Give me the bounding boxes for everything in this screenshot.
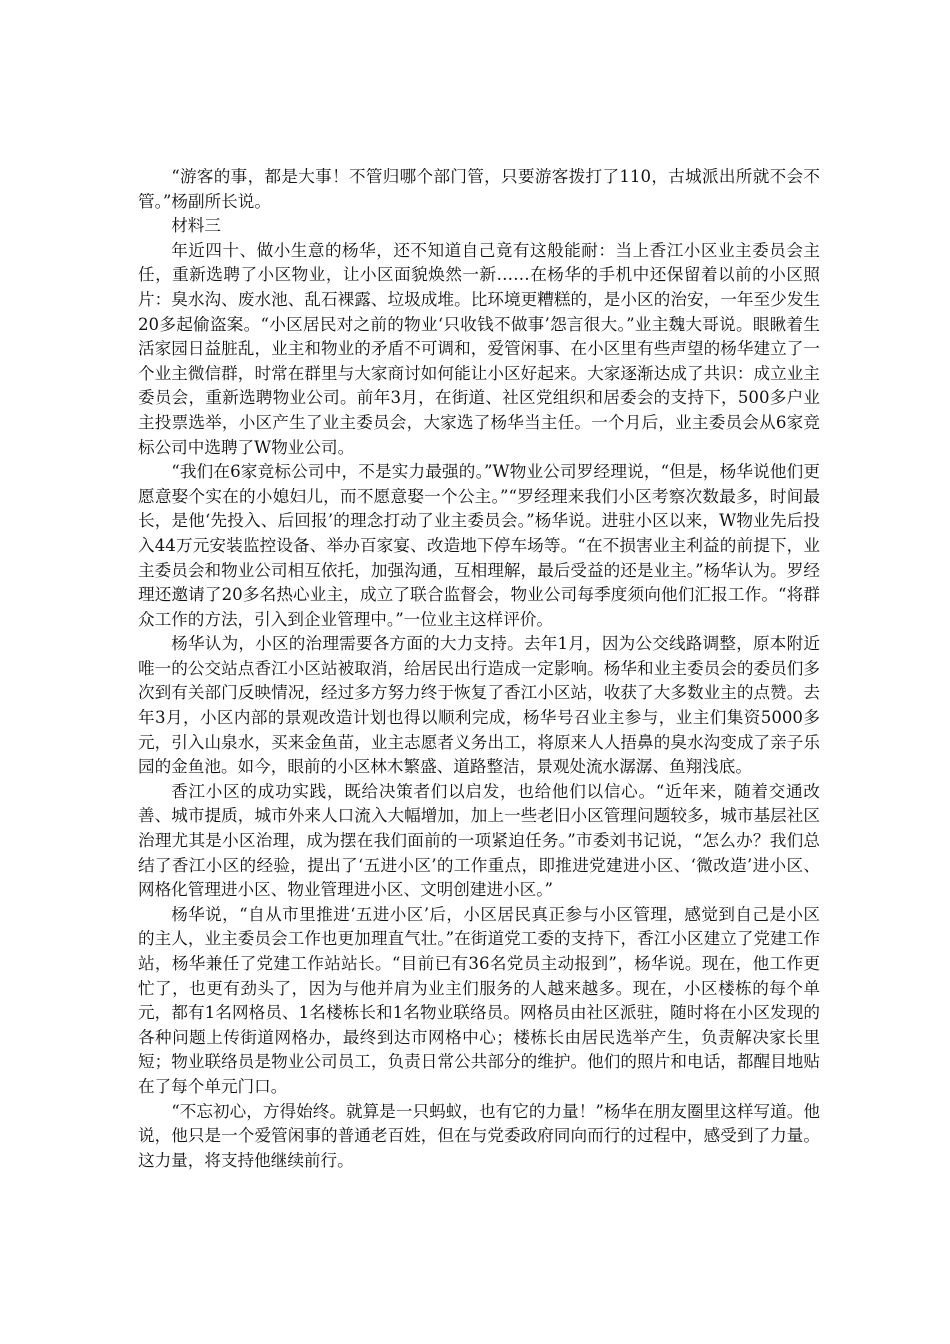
paragraph-quote-tourists: “游客的事，都是大事！不管归哪个部门管，只要游客拨打了110，古城派出所就不会不管。”杨副所长说。 [138,167,820,211]
document-body [138,165,820,1173]
paragraph-community-support: 杨华认为，小区的治理需要各方面的大力支持。去年1月，因为公交线路调整，原本附近唯一的公交站点香江小区站被取消，给居民出行造成一定影响。杨华和业主委员会的委员们多次到有关部门反映情况，经过多方努力终于恢复了香江小区站，收获了大多数业主的点赞。去年3月，小区内部的景观改造计划也得以顺利完成，杨华号召业主参与，业主们集资5000多元，引入山泉水，买来金鱼苗，业主志愿者义务出工，将原来人人捂鼻的臭水沟变成了亲子乐园的金鱼池。如今，眼前的小区林木繁盛、道路整洁，景观处流水潺潺、鱼翔浅底。 [138,634,820,777]
paragraph-party-work-station: 杨华说，“自从市里推进‘五进小区’后，小区居民真正参与小区管理，感觉到自己是小区的主人，业主委员会工作也更加理直气壮。”在街道党工委的支持下，香江小区建立了党建工作站，杨华兼任了党建工作站站长。“目前已有36名党员主动报到”，杨华说。现在，他工作更忙了，也更有劲头了，因为与他并肩为业主们服务的人越来越多。现在，小区楼栋的每个单元，都有1名网格员、1名楼栋长和1名物业联络员。网格员由社区派驻，随时将在小区发现的各种问题上传街道网格办，最终到达市网格中心；楼栋长由居民选举产生，负责解决家长里短；物业联络员是物业公司员工，负责日常公共部分的维护。他们的照片和电话，都醒目地贴在了每个单元门口。 [138,904,820,1096]
paragraph-property-company: “我们在6家竞标公司中，不是实力最强的。”W物业公司罗经理说，“但是，杨华说他们更愿意娶个实在的小媳妇儿，而不愿意娶一个公主。”“罗经理来我们小区考察次数最多，时间最长，是他‘先投入、后回报’的理念打动了业主委员会。”杨华说。进驻小区以来，W物业先后投入44万元安装监控设备、举办百家宴、改造地下停车场等。“在不损害业主利益的前提下，业主委员会和物业公司相互依托，加强沟通，互相理解，最后受益的还是业主。”杨华认为。罗经理还邀请了20多名热心业主，成立了联合监督会，物业公司每季度须向他们汇报工作。“将群众工作的方法，引入到企业管理中。”一位业主这样评价。 [138,462,820,629]
paragraph-yang-hua-intro: 年近四十、做小生意的杨华，还不知道自己竟有这般能耐：当上香江小区业主委员会主任，重新选聘了小区物业，让小区面貌焕然一新……在杨华的手机中还保留着以前的小区照片：臭水沟、废水池、乱石裸露、垃圾成堆。比环境更糟糕的，是小区的治安，一年至少发生20多起偷盗案。“小区居民对之前的物业‘只收钱不做事’怨言很大。”业主魏大哥说。眼瞅着生活家园日益脏乱，业主和物业的矛盾不可调和，爱管闲事、在小区里有些声望的杨华建立了一个业主微信群，时常在群里与大家商讨如何能让小区好起来。大家逐渐达成了共识：成立业主委员会，重新选聘物业公司。前年3月，在街道、社区党组织和居委会的支持下，500多户业主投票选举，小区产生了业主委员会，大家选了杨华当主任。一个月后，业主委员会从6家竞标公司中选聘了W物业公司。 [138,240,820,457]
paragraph-five-into-community: 香江小区的成功实践，既给决策者们以启发，也给他们以信心。“近年来，随着交通改善、城市提质，城市外来人口流入大幅增加，加上一些老旧小区管理问题较多，城市基层社区治理尤其是小区治理，成为摆在我们面前的一项紧迫任务。”市委刘书记说，“怎么办？我们总结了香江小区的经验，提出了‘五进小区’的工作重点，即推进党建进小区、‘微改造’进小区、网格化管理进小区、物业管理进小区、文明创建进小区。” [138,781,820,900]
paragraph-closing: “不忘初心，方得始终。就算是一只蚂蚁，也有它的力量！”杨华在朋友圈里这样写道。他说，他只是一个爱管闲事的普通老百姓，但在与党委政府同向而行的过程中，感受到了力量。这力量，将支持他继续前行。 [138,1101,820,1170]
section-heading-material-three: 材料三 [171,216,221,236]
